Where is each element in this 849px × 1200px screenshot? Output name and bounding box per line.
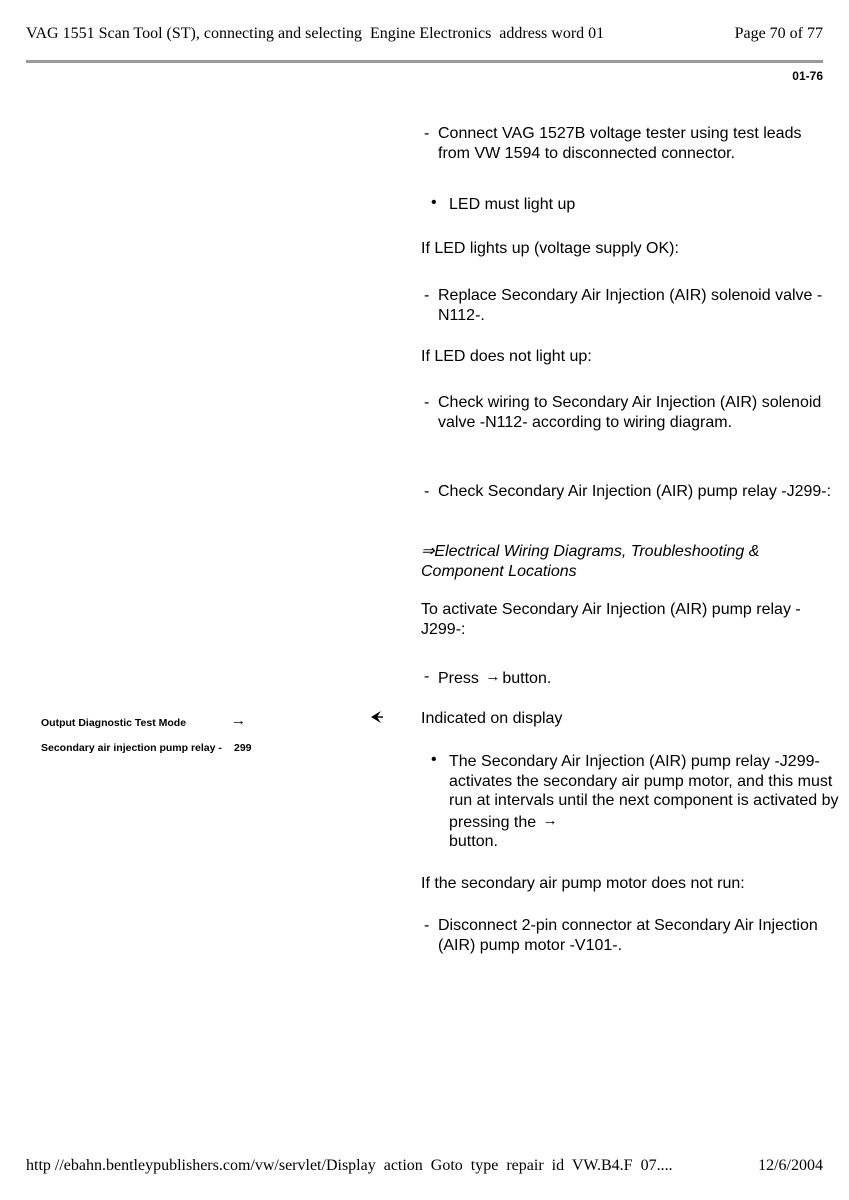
- dash-marker: -: [424, 483, 430, 500]
- document-title: VAG 1551 Scan Tool (ST), connecting and selecting Engine Electronics address word 01: [26, 25, 605, 42]
- wiring-diagram-reference[interactable]: [421, 542, 816, 581]
- step-text: Replace Secondary Air Injection (AIR) solenoid valve -N112-.: [438, 287, 823, 324]
- step-connect-tester: [421, 124, 833, 163]
- press-label: Press: [438, 670, 479, 687]
- page-number: Page 70 of 77: [734, 25, 823, 42]
- display-line-relay: Secondary air injection pump relay -: [41, 742, 222, 754]
- footer-date: 12/6/2004: [758, 1157, 823, 1174]
- activate-instruction: To activate Secondary Air Injection (AIR) pump relay -J299-:: [421, 601, 801, 638]
- dash-marker: -: [424, 668, 430, 685]
- check-led-lights: [421, 195, 844, 215]
- bullet-marker: •: [431, 194, 437, 211]
- indicated-on-display: Indicated on display: [421, 710, 563, 727]
- pointer-arrow-icon: [368, 709, 384, 725]
- right-arrow-button-icon: →: [485, 668, 501, 685]
- dash-marker: -: [424, 394, 430, 411]
- dash-marker: -: [424, 125, 430, 142]
- section-page-code: 01-76: [792, 69, 823, 83]
- bullet-marker: •: [431, 751, 437, 768]
- footer-url: http //ebahn.bentleypublishers.com/vw/servlet/Display action Goto type repair id VW.B4.F 07....: [26, 1157, 673, 1174]
- step-disconnect-connector: [421, 916, 833, 955]
- step-text: Check Secondary Air Injection (AIR) pump relay -J299-:: [438, 483, 832, 500]
- step-check-wiring: [421, 393, 833, 432]
- button-label: button.: [449, 833, 498, 850]
- display-arrow-icon: →: [231, 712, 246, 729]
- step-text: Connect VAG 1527B voltage tester using test leads from VW 1594 to disconnected connector.: [438, 125, 802, 162]
- bullet-text: LED must light up: [449, 196, 576, 213]
- condition-led-not: If LED does not light up:: [421, 348, 592, 365]
- display-line-mode: Output Diagnostic Test Mode: [41, 717, 187, 729]
- relay-activation-note: [421, 752, 844, 852]
- reference-arrow-icon: ⇒: [421, 543, 435, 560]
- button-label: button.: [502, 670, 552, 687]
- step-replace-solenoid: [421, 286, 833, 325]
- display-relay-code: 299: [234, 742, 252, 754]
- step-text: Disconnect 2-pin connector at Secondary Air Injection (AIR) pump motor -V101-.: [438, 917, 818, 954]
- reference-link[interactable]: Electrical Wiring Diagrams, Troubleshooting & Component Locations: [421, 543, 760, 580]
- dash-marker: -: [424, 287, 430, 304]
- header-divider: [26, 60, 823, 63]
- step-check-relay: [421, 482, 833, 502]
- condition-motor-not-run: If the secondary air pump motor does not run:: [421, 875, 745, 892]
- step-press-button: [421, 667, 833, 689]
- bullet-text: The Secondary Air Injection (AIR) pump relay -J299- activates the secondary air pump motor, and this must run at intervals until the next component is activated by pressing the: [449, 753, 839, 831]
- dash-marker: -: [424, 917, 430, 934]
- step-text: Check wiring to Secondary Air Injection (AIR) solenoid valve -N112- according to wiring diagram.: [438, 394, 822, 431]
- condition-led-ok: If LED lights up (voltage supply OK):: [421, 240, 679, 257]
- right-arrow-button-icon: →: [542, 811, 558, 829]
